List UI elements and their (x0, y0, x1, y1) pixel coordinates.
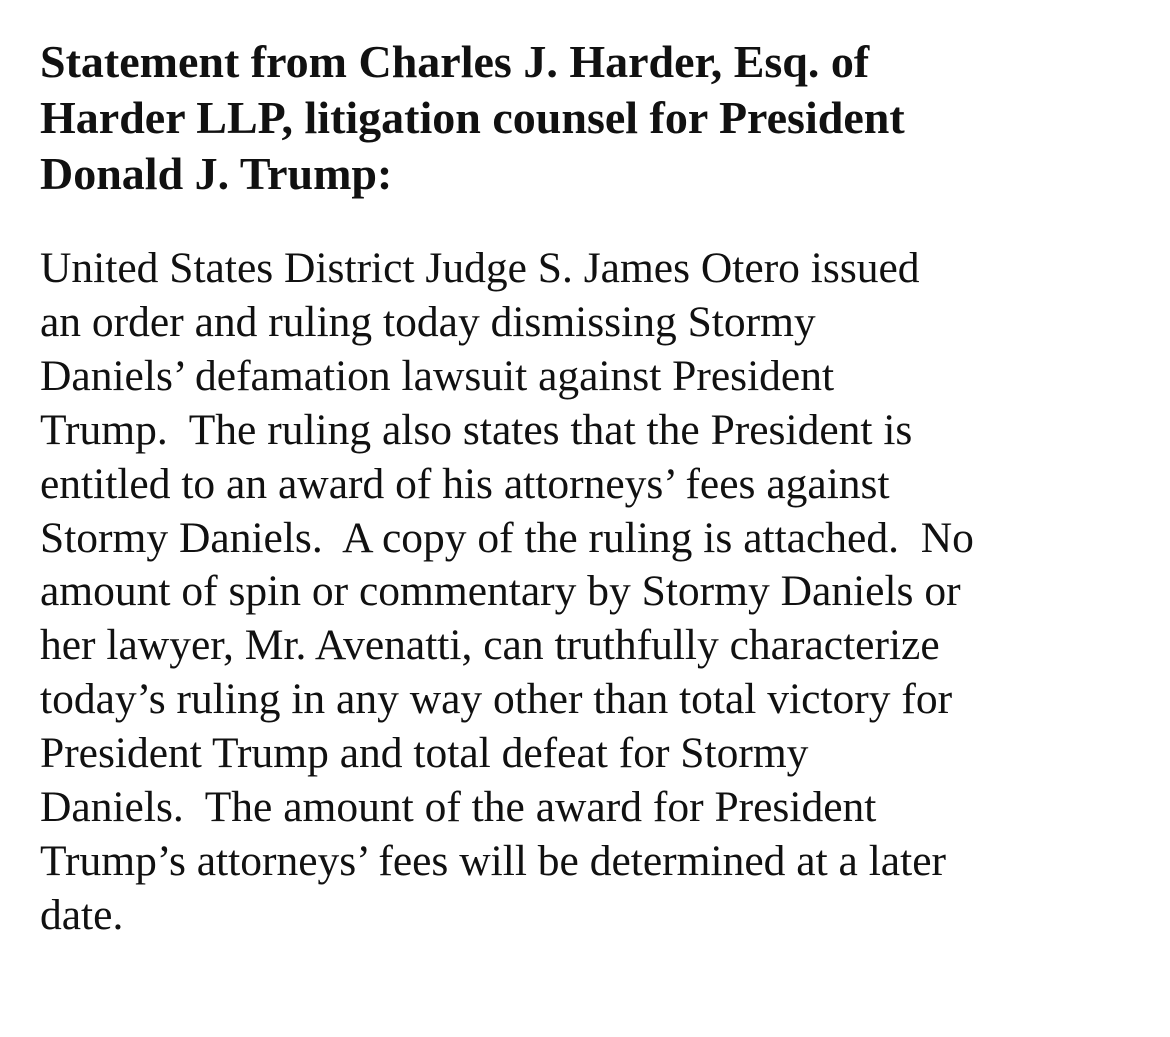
heading-line: Statement from Charles J. Harder, Esq. of (40, 36, 870, 87)
body-line: Daniels’ defamation lawsuit against President (40, 351, 835, 400)
body-line: Daniels. The amount of the award for President (40, 783, 877, 832)
body-line: Trump’s attorneys’ fees will be determined at a later (40, 836, 946, 885)
statement-document (40, 34, 1160, 943)
body-line: President Trump and total defeat for Stormy (40, 729, 809, 778)
body-line: United States District Judge S. James Otero issued (40, 244, 920, 292)
body-line: amount of spin or commentary by Stormy Daniels or (40, 567, 961, 616)
heading-line: Harder LLP, litigation counsel for President (40, 92, 905, 143)
body-line: date. (40, 890, 124, 939)
body-line: entitled to an award of his attorneys’ fees against (40, 459, 890, 508)
body-line: her lawyer, Mr. Avenatti, can truthfully characterize (40, 621, 940, 670)
heading-line: Donald J. Trump: (40, 148, 393, 199)
body-line: Trump. The ruling also states that the President is (40, 405, 913, 454)
body-line: an order and ruling today dismissing Stormy (40, 297, 816, 346)
body-line: Stormy Daniels. A copy of the ruling is attached. No (40, 513, 974, 562)
body-line: today’s ruling in any way other than total victory for (40, 675, 953, 724)
statement-body (40, 242, 1160, 943)
statement-heading (40, 34, 1160, 202)
